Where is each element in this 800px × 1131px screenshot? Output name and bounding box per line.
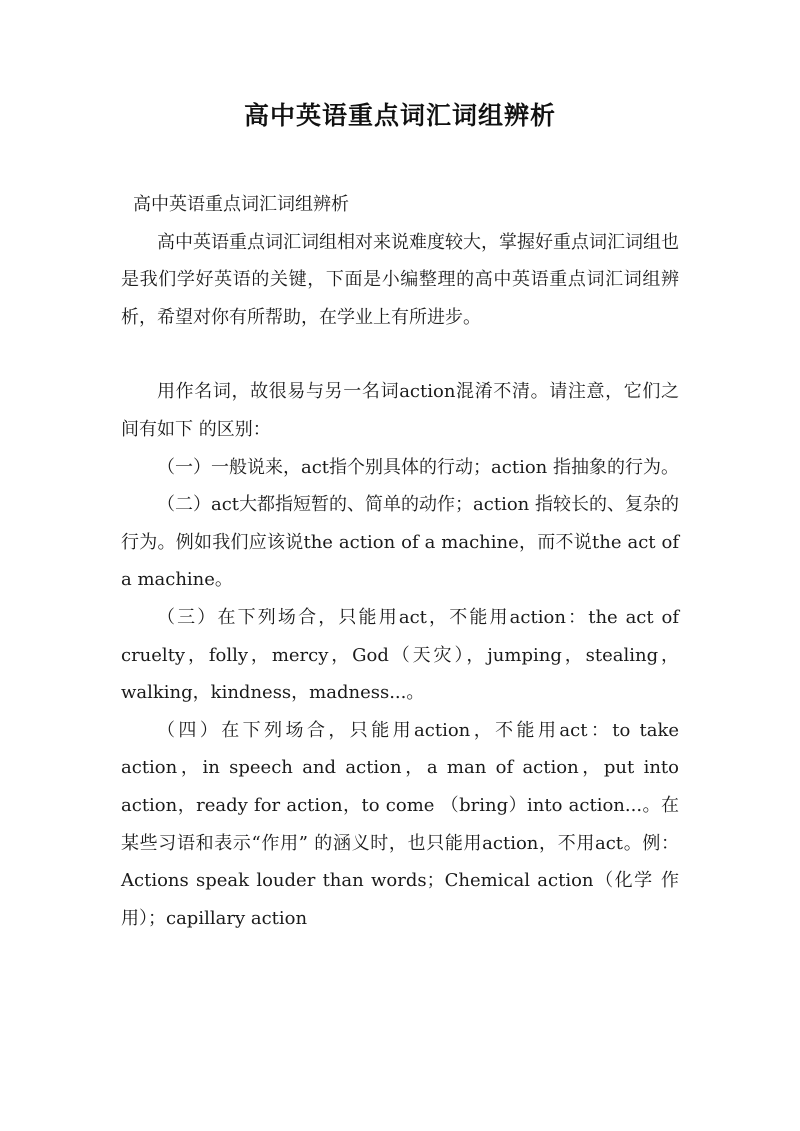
body-paragraph: （一）一般说来，act指个别具体的行动；action 指抽象的行为。 xyxy=(157,456,679,478)
intro-paragraph: 高中英语重点词汇词组相对来说难度较大，掌握好重点词汇词组也是我们学好英语的关键，下面是小编整理的高中英语重点词汇词组辨析，希望对你有所帮助，在学业上有所进步。 xyxy=(121,231,679,328)
body-paragraph: （四）在下列场合，只能用action，不能用act：to take action，in speech and action，a man of action，put into action，ready for action，to come （bring）into action...。在某些习语和表示“作用” 的涵义时，也只能用action，不用act。例：Actions speak louder than words；Chemical action（化学 作用）；capillary action xyxy=(121,719,679,929)
document-body xyxy=(121,186,679,937)
body-paragraph: （二）act大都指短暂的、简单的动作；action 指较长的、复杂的行为。例如我们应该说the action of a machine，而不说the act of a machine。 xyxy=(121,494,679,591)
body-paragraph: （三）在下列场合，只能用act，不能用action：the act of cruelty，folly，mercy，God（天灾），jumping，stealing，walking，kindness，madness...。 xyxy=(121,606,679,704)
body-paragraph: 用作名词，故很易与另一名词action混淆不清。请注意，它们之间有如下 的区别： xyxy=(121,381,679,440)
document-title: 高中英语重点词汇词组辨析 xyxy=(243,101,556,130)
document-subtitle: 高中英语重点词汇词组辨析 xyxy=(133,194,349,215)
